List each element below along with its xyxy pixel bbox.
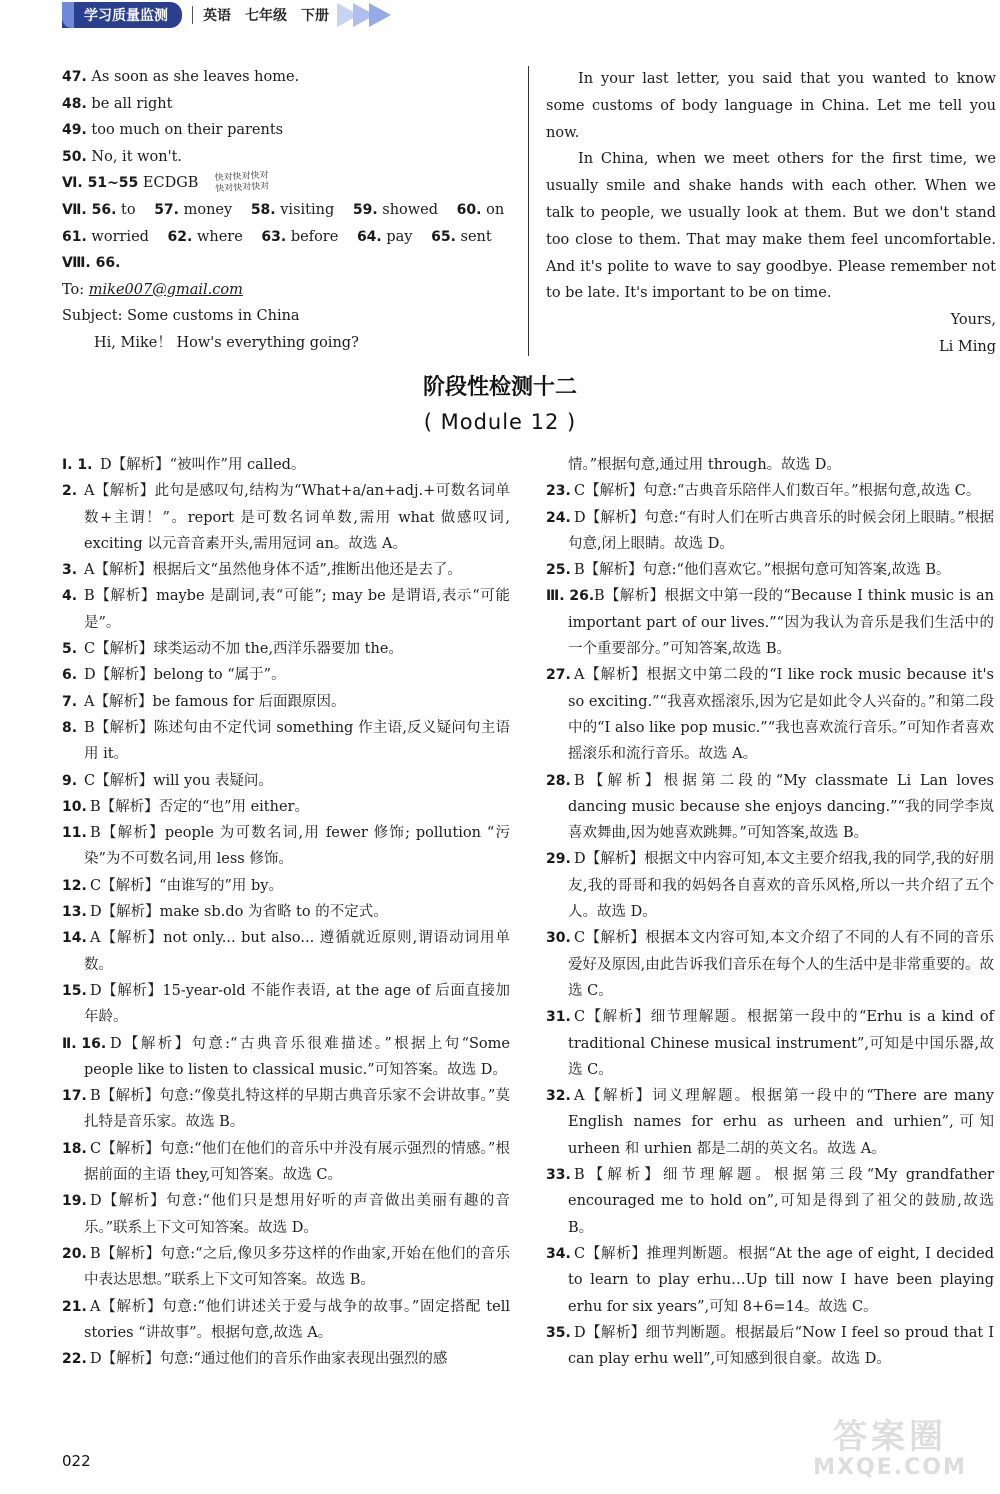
answers-47-66 [62,64,522,357]
answer-line: 48. be all right [62,95,173,112]
answer-item: 32. A【解析】词义理解题。根据第一段中的“There are many English names for erhu as urheen and urhien”,可知 urheen 和 urhien 都是二胡的英文名。故选 A。 [546,1088,994,1157]
answer-line: 49. too much on their parents [62,122,284,139]
answer-item: 13. D【解析】make sb.do 为省略 to 的不定式。 [62,904,388,921]
handwritten-note: 快对快对快对 快对快对快对 [214,170,270,195]
answers-right-column [546,452,994,1372]
answer-line: 47. As soon as she leaves home. [62,69,300,85]
answer-item: 12. C【解析】“由谁写的”用 by。 [62,877,284,894]
answer-item: 29. D【解析】根据文中内容可知,本文主要介绍我,我的同学,我的好朋友,我的哥哥和我的妈妈各自喜欢的音乐风格,所以一共介绍了五个人。故选 D。 [546,851,994,921]
page-number: 022 [62,1452,91,1470]
paragraph: In China, when we meet others for the first time, we usually smile and shake hands with each other. When we talk to people, we usually look at them. But we don't stand too close to them. That may make them feel uncomfortable. And it's polite to wave to say goodbye. Please remember not to be late. It's important to be on time. [546,151,996,302]
answer-item: 14. A【解析】not only... but also... 遵循就近原则,谓语动词用单数。 [62,930,510,973]
answer-item: 34. C【解析】推理判断题。根据“At the age of eight, I decided to learn to play erhu…Up till now I have been playing erhu for six years”,可知 8+6=14。故选 C。 [546,1245,994,1315]
arrow-decoration-icon [343,3,391,27]
email-subject: Subject: Some customs in China [62,308,300,325]
answer-item: Ⅰ. 1. D【解析】“被叫作”用 called。 [62,457,306,473]
answer-item: 17. B【解析】句意:“像莫扎特这样的早期古典音乐家不会讲故事。”莫扎特是音乐家。故选 B。 [62,1088,510,1131]
paragraph: In your last letter, you said that you wanted to know some customs of body language in China. Let me tell you now. [546,71,996,141]
answer-item: 20. B【解析】句意:“之后,像贝多芬这样的作曲家,开始在他们的音乐中表达思想。”联系上下文可知答案。故选 B。 [62,1245,510,1289]
answers-left-column [62,452,510,1372]
email-greeting: Hi, Mike！ How's everything going? [94,334,359,351]
closing: Yours, [950,312,996,329]
answer-item: 27. A【解析】根据文中第二段的“I like rock music because it's so exciting.”“我喜欢摇滚乐,因为它是如此令人兴奋的。”和第二段中的“I also like pop music.”“我也喜欢流行音乐。”可知作者喜欢摇滚乐和流行音乐。故选 A。 [546,667,994,763]
answer-item: 7. A【解析】be famous for 后面跟原因。 [62,693,346,710]
email-body [546,66,996,361]
answer-item: 8. B【解析】陈述句由不定代词 something 作主语,反义疑问句主语用 it。 [62,719,510,763]
answer-item: 35. D【解析】细节判断题。根据最后“Now I feel so proud that I can play erhu well”,可知感到很自豪。故选 D。 [546,1324,994,1368]
column-divider [528,66,529,356]
answer-item: 23. C【解析】句意:“古典音乐陪伴人们数百年。”根据句意,故选 C。 [546,483,981,500]
email-to: To: mike007@gmail.com [62,281,243,298]
book-subject: 英语 七年级 下册 [203,8,329,24]
answer-item: 21. A【解析】句意:“他们讲述关于爱与战争的故事。”固定搭配 tell stories “讲故事”。根据句意,故选 A。 [62,1298,510,1341]
answer-item: 28. B【解析】根据第二段的“My classmate Li Lan loves dancing music because she enjoys dancing.”“我的同学李岚喜欢舞曲,因为她喜欢跳舞。”可知答案,故选 B。 [546,772,994,842]
answer-line: Ⅶ. 56. to 57. money 58. visiting 59. showed 60. on [62,201,505,218]
header-divider [192,6,193,24]
section-subtitle: ( Module 12 ) [423,410,577,434]
answer-item: 19. D【解析】句意:“他们只是想用好听的声音做出美丽有趣的音乐。”联系上下文可知答案。故选 D。 [62,1193,510,1236]
page-header [62,2,391,28]
series-badge: 学习质量监测 [62,2,182,28]
answer-item: 33. B【解析】细节理解题。根据第三段“My grandfather encouraged me to hold on”,可知是得到了祖父的鼓励,故选 B。 [546,1167,994,1236]
answer-item: 25. B【解析】句意:“他们喜欢它。”根据句意可知答案,故选 B。 [546,562,951,579]
answer-continuation: 情。”根据句意,通过用 through。故选 D。 [568,457,841,473]
answer-item: 6. D【解析】belong to “属于”。 [62,667,286,684]
answer-item: 9. C【解析】will you 表疑问。 [62,772,273,789]
answer-item: 31. C【解析】细节理解题。根据第一段中的“Erhu is a kind of traditional Chinese musical instrument”,可知是中国乐器,故选 C。 [546,1009,994,1078]
answer-item: 4. B【解析】maybe 是副词,表“可能”; may be 是谓语,表示“可能是”。 [62,588,510,631]
answer-item: 2. A【解析】此句是感叹句,结构为“What+a/an+adj.+可数名词单数+主谓！”。report 是可数名词单数,需用 what 做感叹词, exciting 以元音音素开头,需用冠词 an。故选 A。 [62,483,510,552]
answer-item: 30. C【解析】根据本文内容可知,本文介绍了不同的人有不同的音乐爱好及原因,由此告诉我们音乐在每个人的生活中是非常重要的。故选 C。 [546,930,994,999]
email-address: mike007@gmail.com [88,281,243,298]
answer-item: 3. A【解析】根据后文“虽然他身体不适”,推断出他还是去了。 [62,562,462,579]
answer-item: 15. D【解析】15-year-old 不能作表语, at the age of 后面直接加年龄。 [62,982,510,1026]
answer-item: 11. B【解析】people 为可数名词,用 fewer 修饰; pollution “污染”为不可数名词,用 less 修饰。 [62,825,510,868]
answer-line: Ⅷ. 66. [62,255,121,272]
answer-item: Ⅱ. 16. D【解析】句意:“古典音乐很难描述。”根据上句“Some people like to listen to classical music.”可知答案。故选 D。 [62,1035,510,1078]
section-title: 阶段性检测十二 [422,375,577,400]
answer-item: 5. C【解析】球类运动不加 the,西洋乐器要加 the。 [62,641,403,658]
answer-item: 22. D【解析】句意:“通过他们的音乐作曲家表现出强烈的感 [62,1351,448,1368]
answer-item: 18. C【解析】句意:“他们在他们的音乐中并没有展示强烈的情感。”根据前面的主语 they,可知答案。故选 C。 [62,1140,510,1184]
answer-line: 50. No, it won't. [62,148,183,165]
watermark-logo: 答案圈 MXQE.COM [813,1417,967,1480]
answer-item: 24. D【解析】句意:“有时人们在听古典音乐的时候会闭上眼睛。”根据句意,闭上眼睛。故选 D。 [546,509,994,552]
answer-item: Ⅲ. 26. B【解析】根据文中第一段的“Because I think music is an important part of our lives.”“因为我认为音乐是我们生活中的一个重要部分。”可知答案,故选 B。 [546,588,994,658]
signature-name: Li Ming [939,338,996,355]
answer-line: 61. worried 62. where 63. before 64. pay 65. sent [62,228,492,245]
answer-item: 10. B【解析】否定的“也”用 either。 [62,798,309,815]
answer-line: Ⅵ. 51~55 ECDGB 快对快对快对 快对快对快对 [62,170,270,195]
